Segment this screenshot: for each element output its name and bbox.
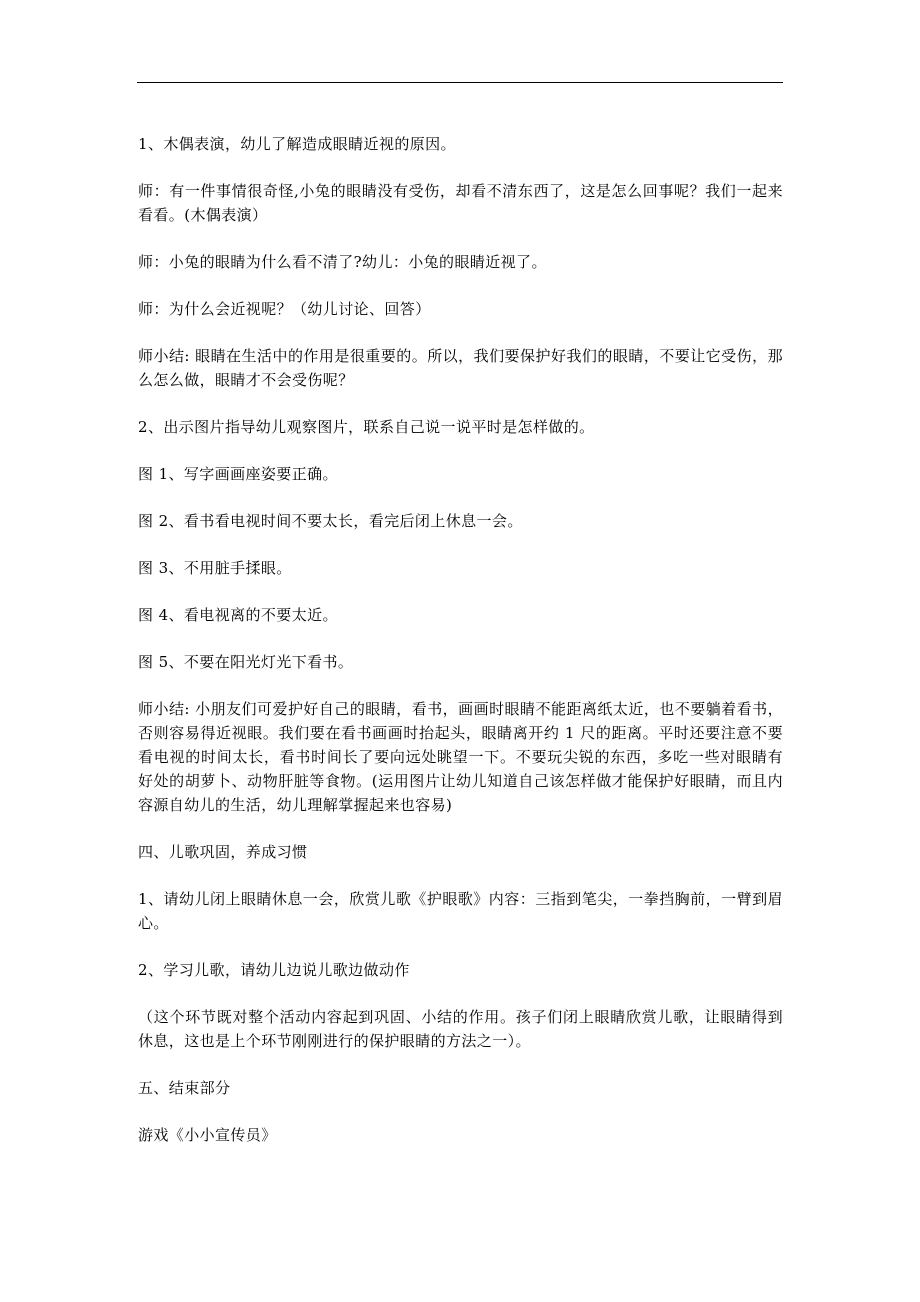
paragraph-eye-song: 1、请幼儿闭上眼睛休息一会，欣赏儿歌《护眼歌》内容：三指到笔尖，一拳挡胸前，一臂到眉心。 [138, 890, 783, 932]
paragraph-puppet-show: 1、木偶表演，幼儿了解造成眼睛近视的原因。 [138, 135, 456, 153]
document-body [138, 132, 783, 1170]
paragraph-rabbit-myopia: 师：小兔的眼睛为什么看不清了?幼儿：小兔的眼睛近视了。 [138, 253, 547, 271]
paragraph-figure-2: 图 2、看书看电视时间不要太长，看完后闭上休息一会。 [138, 512, 523, 530]
paragraph-teacher-summary-2: 师小结: 小朋友们可爱护好自己的眼睛，看书，画画时眼睛不能距离纸太近，也不要躺着看书，否则容易得近视眼。我们要在看书画画时抬起头，眼睛离开约 1 尺的距离。平时还要注意不要看电视的时间太长，看书时间长了要向远处眺望一下。不要玩尖锐的东西，多吃一些对眼睛有好处的胡萝卜、动物肝脏等食物。(运用图片让幼儿知道自己该怎样做才能保护好眼睛，而且内容源自幼儿的生活，幼儿理解掌握起来也容易) [138, 700, 783, 814]
paragraph-game: 游戏《小小宣传员》 [138, 1126, 277, 1144]
header-rule [137, 82, 783, 83]
paragraph-note: （这个环节既对整个活动内容起到巩固、小结的作用。孩子们闭上眼睛欣赏儿歌，让眼睛得到休息，这也是上个环节刚刚进行的保护眼睛的方法之一）。 [138, 1008, 783, 1050]
paragraph-figure-3: 图 3、不用脏手揉眼。 [138, 559, 292, 577]
paragraph-figure-4: 图 4、看电视离的不要太近。 [138, 606, 338, 624]
section-heading-five: 五、结束部分 [138, 1079, 231, 1097]
paragraph-why-myopia: 师：为什么会近视呢？（幼儿讨论、回答） [138, 300, 431, 318]
paragraph-teacher-summary-1: 师小结: 眼睛在生活中的作用是很重要的。所以，我们要保护好我们的眼睛，不要让它受伤，那么怎么做，眼睛才不会受伤呢？ [138, 347, 783, 389]
paragraph-figure-5: 图 5、不要在阳光灯光下看书。 [138, 653, 354, 671]
paragraph-figure-1: 图 1、写字画画座姿要正确。 [138, 465, 338, 483]
paragraph-teacher-question: 师：有一件事情很奇怪,小兔的眼睛没有受伤，却看不清东西了，这是怎么回事呢？我们一起来看看。(木偶表演） [138, 182, 783, 224]
paragraph-show-pictures: 2、出示图片指导幼儿观察图片，联系自己说一说平时是怎样做的。 [138, 418, 595, 436]
section-heading-four: 四、儿歌巩固，养成习惯 [138, 843, 308, 861]
paragraph-learn-song: 2、学习儿歌，请幼儿边说儿歌边做动作 [138, 961, 410, 979]
